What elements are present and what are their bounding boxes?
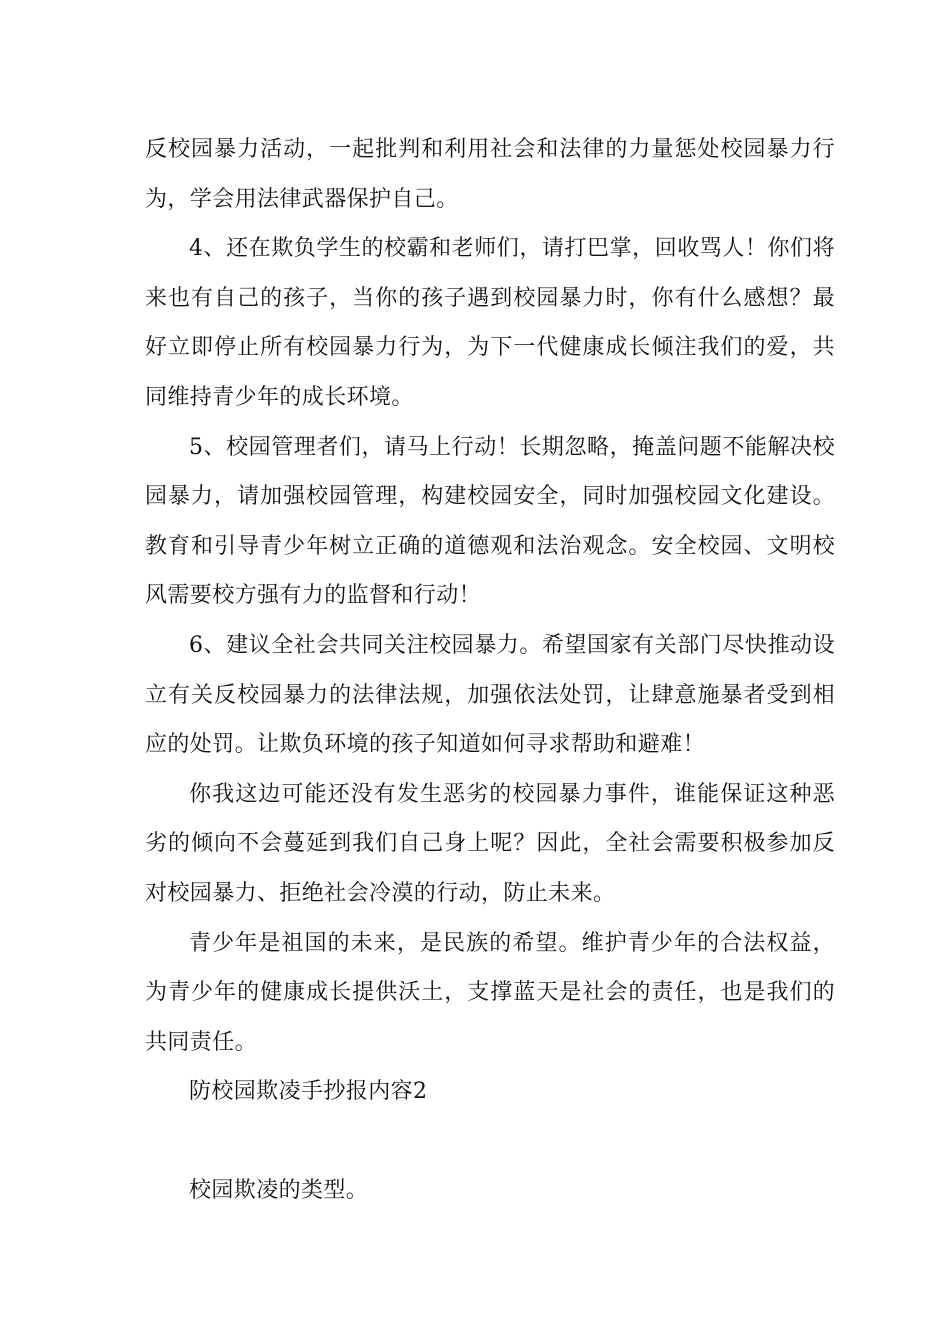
paragraph-continuation: 反校园暴力活动，一起批判和利用社会和法律的力量惩处校园暴力行为，学会用法律武器保护自己。 [145,137,835,212]
paragraph-point-4: 4、还在欺负学生的校霸和老师们，请打巴掌，回收骂人！你们将来也有自己的孩子，当你的孩子遇到校园暴力时，你有什么感想？最好立即停止所有校园暴力行为，为下一代健康成长倾注我们的爱，共同维持青少年的成长环境。 [145,236,835,410]
paragraph-point-6: 6、建议全社会共同关注校园暴力。希望国家有关部门尽快推动设立有关反校园暴力的法律法规，加强依法处罚，让肆意施暴者受到相应的处罚。让欺负环境的孩子知道如何寻求帮助和避难！ [145,632,835,758]
section-title: 防校园欺凌手抄报内容2 [189,1079,428,1105]
paragraph-point-5: 5、校园管理者们，请马上行动！长期忽略，掩盖问题不能解决校园暴力，请加强校园管理，构建校园安全，同时加强校园文化建设。教育和引导青少年树立正确的道德观和法治观念。安全校园、文明校风需要校方强有力的监督和行动！ [145,434,835,609]
document-body [145,125,835,1216]
subheading: 校园欺凌的类型。 [189,1178,369,1204]
blank-line [145,1117,835,1167]
paragraph-conclusion: 青少年是祖国的未来，是民族的希望。维护青少年的合法权益，为青少年的健康成长提供沃土，支撑蓝天是社会的责任，也是我们的共同责任。 [145,930,835,1055]
paragraph-warning: 你我这边可能还没有发生恶劣的校园暴力事件，谁能保证这种恶劣的倾向不会蔓延到我们自己身上呢？因此，全社会需要积极参加反对校园暴力、拒绝社会冷漠的行动，防止未来。 [145,781,835,906]
